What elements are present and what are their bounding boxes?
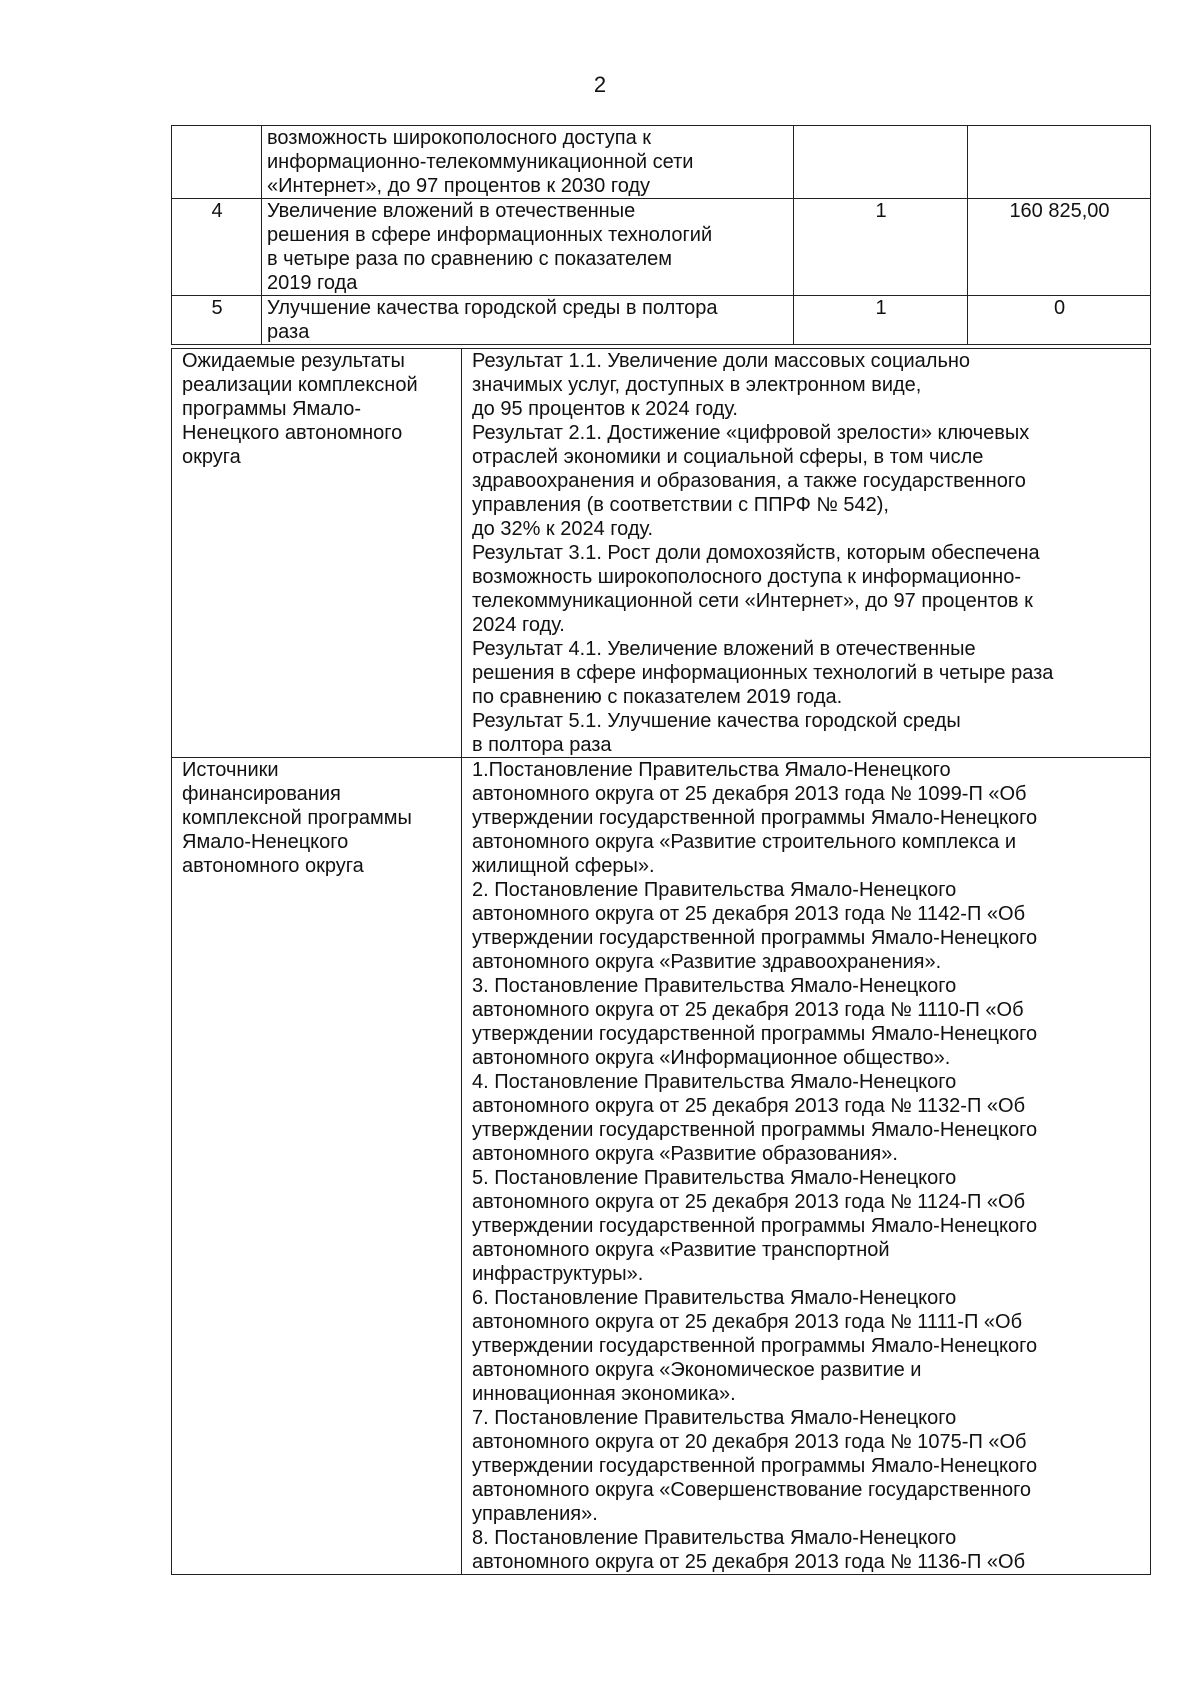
text-line: решения в сфере информационных технологий в четыре раза: [472, 662, 1054, 684]
text-line: округа: [182, 446, 241, 468]
text-line: Улучшение качества городской среды в полтора: [267, 297, 718, 319]
text-line: Ожидаемые результаты: [182, 350, 405, 372]
text-line: автономного округа «Развитие образования».: [472, 1143, 898, 1165]
text-line: 2024 году.: [472, 614, 565, 636]
text-line: в полтора раза: [472, 734, 612, 756]
text-line: автономного округа: [182, 855, 364, 877]
text-line: 1.Постановление Правительства Ямало-Ненецкого: [472, 759, 951, 781]
text-line: утверждении государственной программы Ямало-Ненецкого: [472, 807, 1038, 829]
text-line: 3. Постановление Правительства Ямало-Ненецкого: [472, 975, 957, 997]
results-value-cell: [462, 349, 1151, 758]
amount-cell: [968, 126, 1151, 199]
table-row: [172, 758, 1151, 1575]
indicators-table: [171, 125, 1151, 345]
text-line: значимых услуг, доступных в электронном виде,: [472, 374, 922, 396]
text-line: 4. Постановление Правительства Ямало-Ненецкого: [472, 1071, 957, 1093]
table-row: [172, 296, 1151, 345]
text-line: Ненецкого автономного: [182, 422, 403, 444]
text-line: автономного округа от 25 декабря 2013 года № 1136-П «Об: [472, 1551, 1026, 1573]
sources-value-cell: [462, 758, 1151, 1575]
text-line: утверждении государственной программы Ямало-Ненецкого: [472, 927, 1038, 949]
text-line: Увеличение вложений в отечественные: [267, 200, 636, 222]
text-line: автономного округа от 20 декабря 2013 года № 1075-П «Об: [472, 1431, 1027, 1453]
indicator-text-cell: [262, 296, 794, 345]
text-line: автономного округа от 25 декабря 2013 года № 1111-П «Об: [472, 1311, 1023, 1333]
text-line: «Интернет», до 97 процентов к 2030 году: [267, 175, 651, 197]
indicator-text-cell: [262, 126, 794, 199]
text-line: автономного округа от 25 декабря 2013 года № 1132-П «Об: [472, 1095, 1026, 1117]
text-line: Результат 2.1. Достижение «цифровой зрелости» ключевых: [472, 422, 1030, 444]
text-line: до 32% к 2024 году.: [472, 518, 654, 540]
text-line: утверждении государственной программы Ямало-Ненецкого: [472, 1119, 1038, 1141]
row-number-cell: 5: [172, 296, 262, 345]
text-line: до 95 процентов к 2024 году.: [472, 398, 738, 420]
text-line: инновационная экономика».: [472, 1383, 736, 1405]
indicator-text-cell: [262, 199, 794, 296]
text-line: инфраструктуры».: [472, 1263, 644, 1285]
row-number-cell: 4: [172, 199, 262, 296]
value-cell: 1: [794, 296, 968, 345]
text-line: Результат 4.1. Увеличение вложений в отечественные: [472, 638, 976, 660]
amount-cell: 0: [968, 296, 1151, 345]
text-line: утверждении государственной программы Ямало-Ненецкого: [472, 1335, 1038, 1357]
text-line: автономного округа от 25 декабря 2013 года № 1099-П «Об: [472, 783, 1027, 805]
text-line: телекоммуникационной сети «Интернет», до 97 процентов к: [472, 590, 1033, 612]
text-line: Результат 1.1. Увеличение доли массовых социально: [472, 350, 971, 372]
text-line: Результат 5.1. Улучшение качества городской среды: [472, 710, 961, 732]
text-line: по сравнению с показателем 2019 года.: [472, 686, 843, 708]
text-line: Ямало-Ненецкого: [182, 831, 349, 853]
text-line: Источники: [182, 759, 279, 781]
table-row: [172, 349, 1151, 758]
text-line: реализации комплексной: [182, 374, 418, 396]
text-line: 5. Постановление Правительства Ямало-Ненецкого: [472, 1167, 957, 1189]
value-cell: [794, 126, 968, 199]
text-line: автономного округа «Развитие строительного комплекса и: [472, 831, 1017, 853]
text-line: 7. Постановление Правительства Ямало-Ненецкого: [472, 1407, 957, 1429]
text-line: автономного округа «Экономическое развитие и: [472, 1359, 922, 1381]
text-line: 6. Постановление Правительства Ямало-Ненецкого: [472, 1287, 957, 1309]
text-line: в четыре раза по сравнению с показателем: [267, 248, 672, 270]
text-line: автономного округа от 25 декабря 2013 года № 1110-П «Об: [472, 999, 1024, 1021]
text-line: возможность широкополосного доступа к: [267, 127, 652, 149]
text-line: раза: [267, 321, 310, 343]
text-line: утверждении государственной программы Ямало-Ненецкого: [472, 1023, 1038, 1045]
text-line: возможность широкополосного доступа к информационно-: [472, 566, 1022, 588]
text-line: программы Ямало-: [182, 398, 362, 420]
text-line: финансирования: [182, 783, 341, 805]
text-line: утверждении государственной программы Ямало-Ненецкого: [472, 1215, 1038, 1237]
sources-label-cell: [172, 758, 462, 1575]
text-line: автономного округа от 25 декабря 2013 года № 1142-П «Об: [472, 903, 1026, 925]
text-line: комплексной программы: [182, 807, 412, 829]
text-line: управления».: [472, 1503, 598, 1525]
text-line: автономного округа «Информационное общество».: [472, 1047, 951, 1069]
text-line: автономного округа от 25 декабря 2013 года № 1124-П «Об: [472, 1191, 1026, 1213]
text-line: управления (в соответствии с ППРФ № 542),: [472, 494, 889, 516]
row-number-cell: [172, 126, 262, 199]
text-line: 2019 года: [267, 272, 358, 294]
text-line: автономного округа «Развитие транспортной: [472, 1239, 890, 1261]
text-line: решения в сфере информационных технологий: [267, 224, 713, 246]
text-line: 2. Постановление Правительства Ямало-Ненецкого: [472, 879, 957, 901]
text-line: 8. Постановление Правительства Ямало-Ненецкого: [472, 1527, 957, 1549]
text-line: жилищной сферы».: [472, 855, 655, 877]
text-line: Результат 3.1. Рост доли домохозяйств, которым обеспечена: [472, 542, 1040, 564]
page-number: 2: [593, 72, 607, 97]
table-row: [172, 199, 1151, 296]
amount-cell: 160 825,00: [968, 199, 1151, 296]
text-line: автономного округа «Развитие здравоохранения».: [472, 951, 942, 973]
text-line: информационно-телекоммуникационной сети: [267, 151, 694, 173]
value-cell: 1: [794, 199, 968, 296]
text-line: утверждении государственной программы Ямало-Ненецкого: [472, 1455, 1038, 1477]
text-line: автономного округа «Совершенствование государственного: [472, 1479, 1032, 1501]
text-line: отраслей экономики и социальной сферы, в том числе: [472, 446, 984, 468]
program-passport-table: [171, 348, 1151, 1575]
table-row: [172, 126, 1151, 199]
results-label-cell: [172, 349, 462, 758]
text-line: здравоохранения и образования, а также государственного: [472, 470, 1026, 492]
